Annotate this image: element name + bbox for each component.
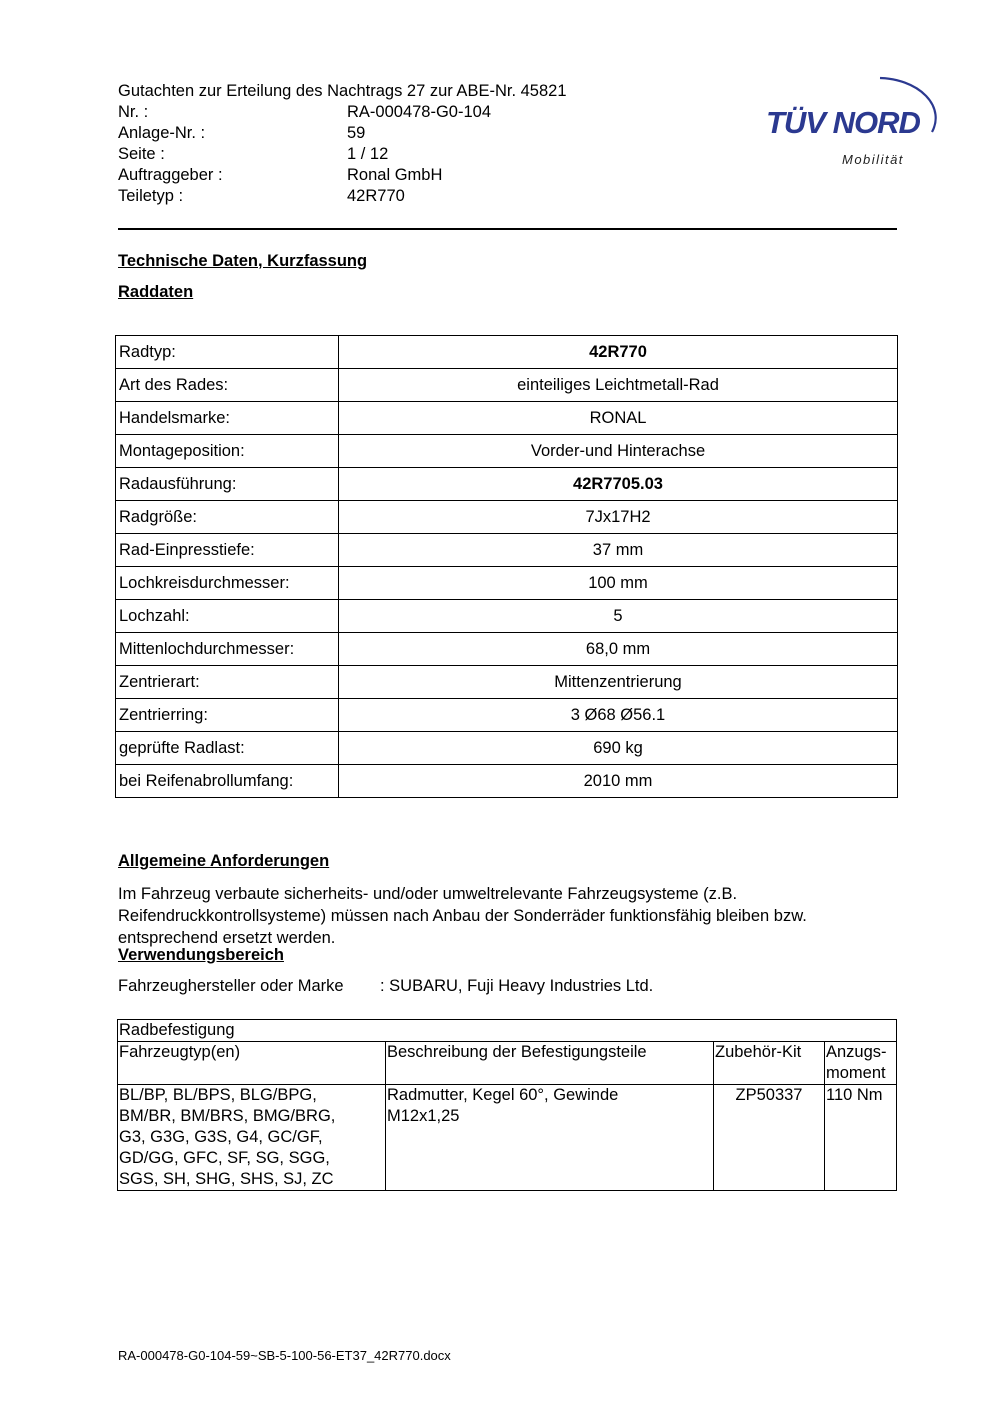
header-key: Auftraggeber : — [118, 166, 223, 184]
document-header — [118, 81, 567, 207]
table-row — [116, 468, 898, 501]
raddaten-value-cell: 690 kg — [339, 732, 898, 765]
raddaten-value-cell: 2010 mm — [339, 765, 898, 798]
allgemeine-anforderungen-text: Im Fahrzeug verbaute sicherheits- und/oder umweltrelevante Fahrzeugsysteme (z.B. Reifendruckkontrollsysteme) müssen nach Anbau der Sonderräder funktionsfähig bleiben bzw. entsprechend ersetzt werden. — [118, 885, 807, 947]
table-row — [116, 600, 898, 633]
anzugsmoment-cell: 110 Nm — [825, 1085, 897, 1191]
table-row — [116, 765, 898, 798]
raddaten-key-cell: Handelsmarke: — [116, 402, 339, 435]
column-header: Beschreibung der Befestigungsteile — [386, 1042, 714, 1085]
fahrzeughersteller-value: : SUBARU, Fuji Heavy Industries Ltd. — [380, 977, 654, 995]
header-row — [118, 123, 567, 144]
raddaten-value-cell: 100 mm — [339, 567, 898, 600]
raddaten-key-cell: Art des Rades: — [116, 369, 339, 402]
raddaten-table — [115, 335, 898, 798]
table-row — [116, 501, 898, 534]
raddaten-key-cell: Radgröße: — [116, 501, 339, 534]
header-row — [118, 165, 567, 186]
raddaten-key-cell: Zentrierring: — [116, 699, 339, 732]
raddaten-value-cell: 37 mm — [339, 534, 898, 567]
table-row — [116, 435, 898, 468]
header-value: RA-000478-G0-104 — [347, 103, 492, 121]
raddaten-key-cell: Lochzahl: — [116, 600, 339, 633]
tuv-nord-logo — [760, 56, 945, 174]
table-row — [116, 666, 898, 699]
report-title: Gutachten zur Erteilung des Nachtrags 27 zur ABE-Nr. 45821 — [118, 82, 567, 100]
zubehoer-kit-cell: ZP50337 — [714, 1085, 825, 1191]
column-header: Fahrzeugtyp(en) — [118, 1042, 386, 1085]
raddaten-key-cell: bei Reifenabrollumfang: — [116, 765, 339, 798]
table-row — [116, 369, 898, 402]
table-row — [116, 402, 898, 435]
raddaten-value-cell: Vorder-und Hinterachse — [339, 435, 898, 468]
raddaten-key-cell: Radtyp: — [116, 336, 339, 369]
table-row — [116, 336, 898, 369]
column-header: Anzugs- moment — [825, 1042, 897, 1085]
fahrzeughersteller-line — [118, 977, 653, 996]
header-row — [118, 102, 567, 123]
table-row — [116, 699, 898, 732]
header-row — [118, 144, 567, 165]
header-row — [118, 186, 567, 207]
fahrzeugtypen-cell: BL/BP, BL/BPS, BLG/BPG, BM/BR, BM/BRS, BMG/BRG, G3, G3G, G3S, G4, GC/GF, GD/GG, GFC, SF, SG, SGG, SGS, SH, SHG, SHS, SJ, ZC — [118, 1085, 386, 1191]
befestigungsteile-cell: Radmutter, Kegel 60°, Gewinde M12x1,25 — [386, 1085, 714, 1191]
radbefestigung-table — [117, 1019, 897, 1191]
logo-subtitle: Mobilität — [842, 152, 904, 167]
footer-filename: RA-000478-G0-104-59~SB-5-100-56-ET37_42R770.docx — [118, 1348, 451, 1363]
table-row — [116, 567, 898, 600]
radbefestigung-title-row — [118, 1020, 897, 1042]
raddaten-key-cell: Rad-Einpresstiefe: — [116, 534, 339, 567]
raddaten-key-cell: Montageposition: — [116, 435, 339, 468]
table-row — [116, 732, 898, 765]
raddaten-key-cell: Radausführung: — [116, 468, 339, 501]
raddaten-value-cell: 42R770 — [339, 336, 898, 369]
section-heading-technische-daten: Technische Daten, Kurzfassung — [118, 252, 368, 270]
section-heading-allgemeine-anforderungen: Allgemeine Anforderungen — [118, 852, 330, 870]
radbefestigung-header-row — [118, 1042, 897, 1085]
section-heading-raddaten: Raddaten — [118, 283, 194, 301]
raddaten-value-cell: Mittenzentrierung — [339, 666, 898, 699]
raddaten-key-cell: Mittenlochdurchmesser: — [116, 633, 339, 666]
raddaten-value-cell: 5 — [339, 600, 898, 633]
raddaten-value-cell: RONAL — [339, 402, 898, 435]
raddaten-key-cell: geprüfte Radlast: — [116, 732, 339, 765]
header-key: Teiletyp : — [118, 187, 184, 205]
raddaten-value-cell: 7Jx17H2 — [339, 501, 898, 534]
header-key: Seite : — [118, 145, 165, 163]
raddaten-value-cell: einteiliges Leichtmetall-Rad — [339, 369, 898, 402]
table-row — [116, 633, 898, 666]
header-value: 1 / 12 — [347, 145, 389, 163]
header-value: 59 — [347, 124, 366, 142]
raddaten-value-cell: 42R7705.03 — [339, 468, 898, 501]
radbefestigung-title: Radbefestigung — [118, 1020, 897, 1042]
logo-brand: TÜV NORD — [766, 105, 920, 140]
table-row — [118, 1085, 897, 1191]
column-header: Zubehör-Kit — [714, 1042, 825, 1085]
header-key: Anlage-Nr. : — [118, 124, 206, 142]
header-divider — [118, 228, 897, 230]
raddaten-key-cell: Lochkreisdurchmesser: — [116, 567, 339, 600]
header-value: Ronal GmbH — [347, 166, 443, 184]
section-heading-verwendungsbereich: Verwendungsbereich — [118, 946, 284, 964]
raddaten-value-cell: 3 Ø68 Ø56.1 — [339, 699, 898, 732]
raddaten-value-cell: 68,0 mm — [339, 633, 898, 666]
fahrzeughersteller-label: Fahrzeughersteller oder Marke — [118, 977, 344, 995]
table-row — [116, 534, 898, 567]
header-value: 42R770 — [347, 187, 405, 205]
raddaten-key-cell: Zentrierart: — [116, 666, 339, 699]
header-key: Nr. : — [118, 103, 149, 121]
